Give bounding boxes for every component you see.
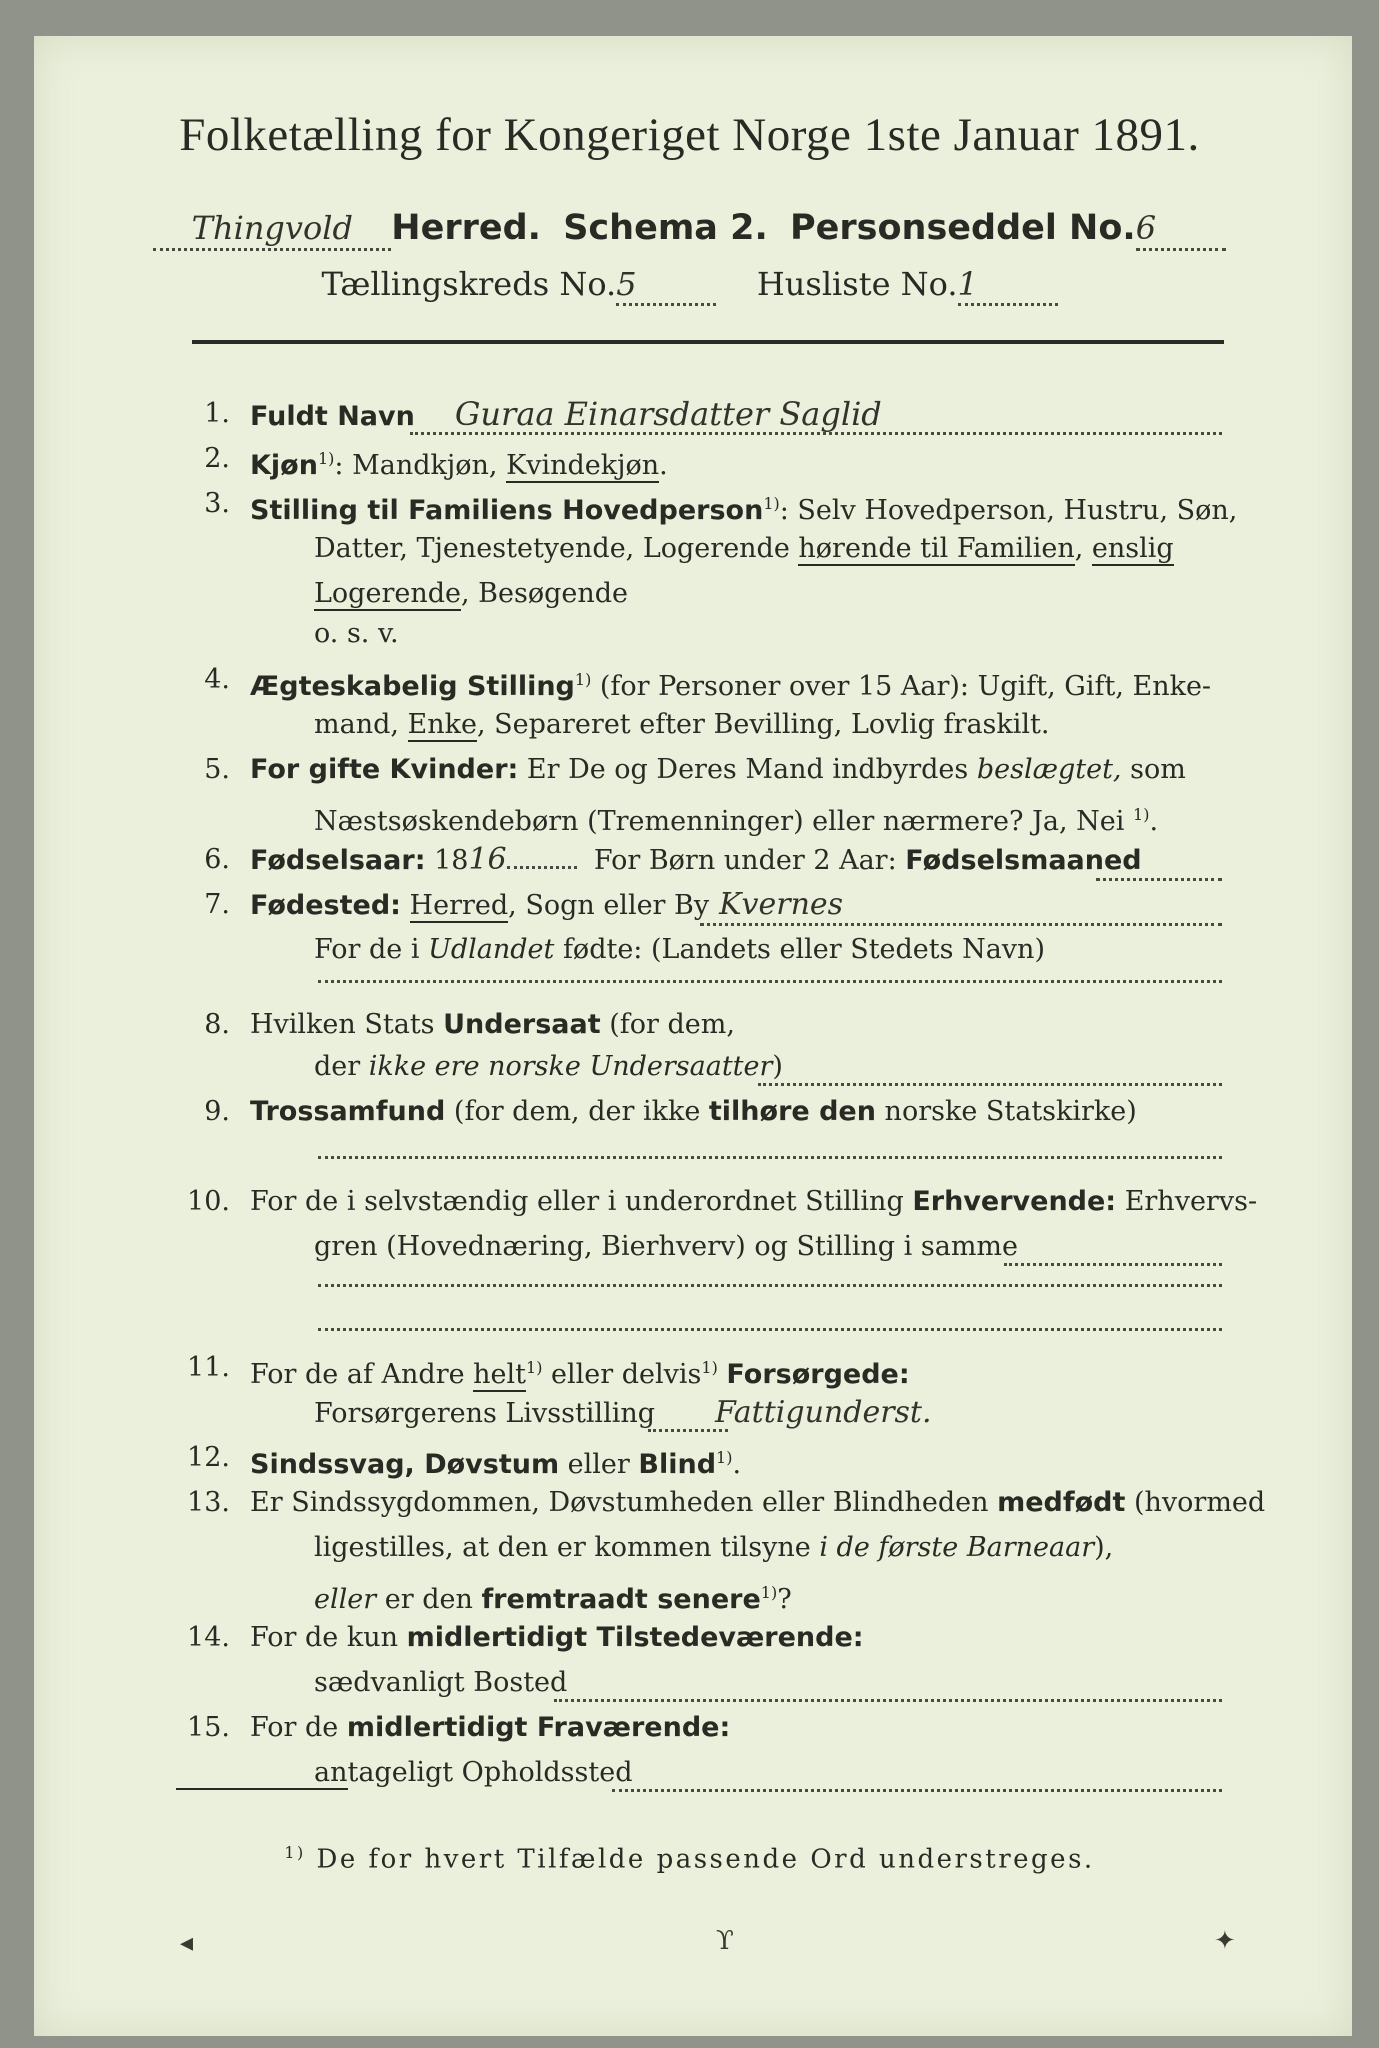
husliste-label: Husliste No. — [756, 265, 958, 303]
full-name-handwritten: Guraa Einarsdatter Saglid — [454, 395, 882, 433]
husliste-number: 1 — [957, 265, 978, 303]
corner-mark-center: ϒ — [716, 1926, 734, 1956]
corner-mark-right: ✦ — [1214, 1926, 1236, 1956]
header-rule — [192, 340, 1224, 344]
form-title: Folketælling for Kongeriget Norge 1ste Januar 1891. — [179, 109, 1200, 161]
selected-option-widow: Enke — [407, 709, 477, 740]
footnote: $^{1)}$ De for hvert Tilfælde passende Ord understreges. — [284, 1843, 1095, 1875]
footnote-rule — [176, 1788, 348, 1790]
header-line-2 — [0, 265, 1379, 306]
schema-label: Schema 2. — [563, 208, 768, 248]
birth-year-handwritten: 16 — [468, 842, 507, 877]
taellingskreds-label: Tællingskreds No. — [321, 265, 617, 303]
header-line-1 — [0, 208, 1379, 251]
provider-occupation-handwritten: Fattigunderst. — [715, 1395, 932, 1430]
selected-option-helt: helt — [473, 1359, 527, 1390]
herred-label: Herred. — [391, 208, 541, 248]
personseddel-label: Personseddel No. — [790, 208, 1136, 248]
selected-option-female: Kvindekjøn — [506, 450, 660, 481]
personseddel-number: 6 — [1135, 209, 1157, 247]
municipality-handwritten: Thingvold — [191, 209, 353, 247]
taellingskreds-number: 5 — [616, 265, 637, 303]
birthplace-handwritten: Kvernes — [719, 887, 844, 922]
corner-mark-left: ◂ — [180, 1928, 194, 1958]
